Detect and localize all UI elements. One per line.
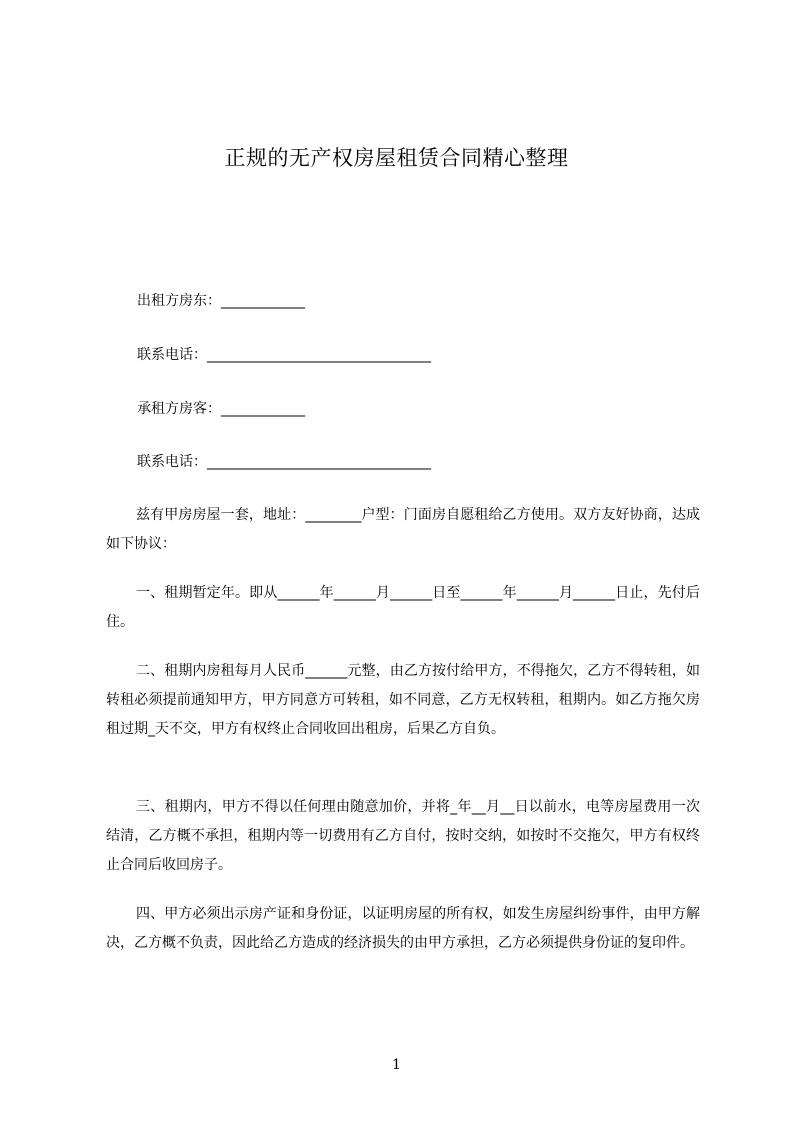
clause-3-paragraph: 三、租期内，甲方不得以任何理由随意加价，并将_年__月__日以前水，电等房屋费用一次结清，乙方概不承担，租期内等一切费用有乙方自付，按时交纳，如按时不交拖欠，甲方有权终止合同后收回房子。 bbox=[106, 799, 700, 873]
document-title: 正规的无产权房屋租赁合同精心整理 bbox=[224, 146, 569, 170]
page-number: 1 bbox=[392, 1057, 401, 1073]
tenant-field: 承租方房客：____________ bbox=[137, 401, 305, 417]
tenant-phone-field: 联系电话：________________________________ bbox=[137, 454, 431, 470]
intro-paragraph: 兹有甲房房屋一套，地址：________户型：门面房自愿租给乙方使用。双方友好协商，达成如下协议： bbox=[106, 507, 700, 552]
clause-4-paragraph: 四、甲方必须出示房产证和身份证，以证明房屋的所有权，如发生房屋纠纷事件，由甲方解决，乙方概不负责，因此给乙方造成的经济损失的由甲方承担，乙方必须提供身份证的复印件。 bbox=[106, 906, 700, 951]
landlord-phone-field: 联系电话：________________________________ bbox=[137, 347, 431, 363]
clause-2-paragraph: 二、租期内房租每月人民币______元整，由乙方按付给甲方，不得拖欠，乙方不得转租，如转租必须提前通知甲方，甲方同意方可转租，如不同意，乙方无权转租，租期内。如乙方拖欠房租过期_天不交，甲方有权终止合同收回出租房，后果乙方自负。 bbox=[106, 663, 700, 737]
clause-1-paragraph: 一、租期暂定年。即从______年______月______日至______年______月______日止，先付后住。 bbox=[106, 585, 700, 630]
landlord-field: 出租方房东：____________ bbox=[137, 293, 305, 309]
